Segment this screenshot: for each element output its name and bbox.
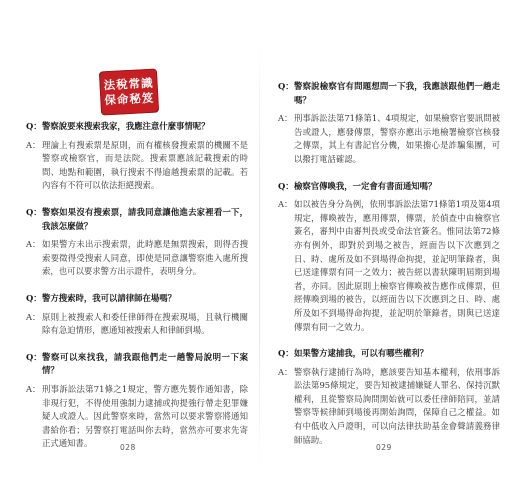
page-number: 029 — [376, 443, 392, 452]
answer-marker: A： — [278, 113, 293, 124]
question-text: 警方搜索時，我可以請律師在場嗎？ — [42, 292, 176, 303]
question-text: 如果警方逮捕我，可以有哪些權利？ — [294, 348, 428, 359]
answer — [278, 366, 500, 448]
answer-text: 如果警方未出示搜索票，此時應是無票搜索，則得否搜索要徵得受搜索人同意，即使是同意讓警察進入處所搜索，也可以要求警方出示證件，表明身分。 — [42, 239, 248, 277]
right-qa-list — [278, 80, 500, 460]
answer-marker: A： — [278, 366, 293, 377]
answer — [26, 139, 248, 193]
question-text: 警察如果沒有搜索票，請我同意讓他進去家裡看一下，我該怎麼做？ — [42, 206, 248, 231]
question — [278, 80, 500, 107]
qa-item — [26, 120, 248, 193]
qa-item — [26, 206, 248, 279]
section-stamp — [99, 69, 159, 116]
question — [26, 206, 248, 233]
qa-item — [278, 80, 500, 167]
question — [26, 351, 248, 378]
question-marker: Q： — [26, 121, 42, 131]
answer-marker: A： — [26, 139, 41, 150]
question-text: 警察說檢察官有問題想問一下我，我應該跟他們一趟走嗎？ — [294, 81, 500, 105]
qa-item — [26, 292, 248, 338]
question-marker: Q： — [26, 292, 42, 303]
question-marker: Q： — [278, 180, 294, 191]
answer-text: 如以被告身分為例，依刑事訴訟法第71條第1項及第4項規定，傳喚被告，應用傳票，傳票，於偵查中由檢察官簽名，審判中由審判長或受命法官簽名。惟同法第72條亦有例外，即對於到場之被告，經面告以下次應到之日、時、處所及如不到場得命拘提，並記明筆錄者，與已送達傳票有同一之效力；被告經以書狀陳明屆期到場者，亦同。因此原則上檢察官傳喚被告應作成傳票，但經傳喚到場的被告，以經面告以下次應到之日、時、處所及如不到場得命拘提，並記明於筆錄者，則與已送達傳票有同一之效力。 — [294, 199, 500, 332]
question — [278, 180, 500, 194]
answer-marker: A： — [26, 311, 41, 322]
answer — [26, 238, 248, 279]
answer-text: 理論上有搜索票是原則，而有權核發搜索票的機關不是警察或檢察官，而是法院。搜索票應該記載搜索的時間、地點和範圍，執行搜索不得逾越搜索票的記載。若內容有不符可以依法拒絕搜索。 — [42, 139, 248, 191]
question-text: 警察可以來找我，請我跟他們走一趟警局說明一下案情？ — [42, 351, 248, 376]
question-marker: Q： — [26, 206, 42, 217]
answer-text: 刑事訴訟法第71條第1、4項規定，如果檢察官要訊問被告或證人，應發傳票，警察亦應出示地檢署檢察官核發之傳票，其上有書記官分機，如果擔心是詐騙集團，可以撥打電話確認。 — [294, 113, 500, 164]
answer-text: 警察執行逮捕行為時，應該要告知基本權利，依刑事訴訟法第95條規定，要告知被逮捕嫌疑人罪名、保持沉默權利，且從警察局詢問開始就可以委任律師陪同，並請警察等候律師到場後再開始詢問，保障自己之權益。如有中低收入戶證明，可以向法律扶助基金會聲請義務律師協助。 — [294, 366, 500, 445]
question — [278, 347, 500, 361]
answer — [26, 311, 248, 338]
answer — [26, 383, 248, 451]
qa-item — [278, 180, 500, 335]
answer-text: 原則上被搜索人和委任律師得在搜索現場，且執行機關除有急迫情形，應通知被搜索人和律師到場。 — [42, 311, 248, 336]
question-text: 警察說要來搜索我家，我應注意什麼事情呢？ — [42, 121, 210, 131]
page-number: 028 — [120, 443, 136, 452]
right-page — [260, 0, 520, 500]
answer-marker: A： — [26, 239, 41, 250]
question — [26, 292, 248, 306]
qa-item — [278, 347, 500, 447]
stamp-line-2: 保命秘笈 — [104, 90, 155, 108]
question-text: 檢察官傳喚我，一定會有書面通知嗎？ — [294, 180, 437, 191]
left-qa-list — [26, 120, 248, 464]
question — [26, 120, 248, 134]
answer-marker: A： — [278, 199, 293, 210]
answer-marker: A： — [26, 383, 41, 394]
qa-item — [26, 351, 248, 451]
question-marker: Q： — [278, 348, 294, 359]
answer-text: 刑事訴訟法第71條之1規定，警方應先製作通知書，除非現行犯，不得使用強制力逮捕或拘提強行帶走犯罪嫌疑人或證人。因此警察來時，當然可以要求警察將通知書給你看；另警察打電話叫你去時，當然亦可要求先寄正式通知書。 — [42, 383, 248, 449]
stamp-line-1: 法稅常識 — [103, 75, 154, 93]
answer — [278, 198, 500, 334]
answer — [278, 112, 500, 166]
question-marker: Q： — [278, 81, 294, 91]
question-marker: Q： — [26, 351, 42, 362]
